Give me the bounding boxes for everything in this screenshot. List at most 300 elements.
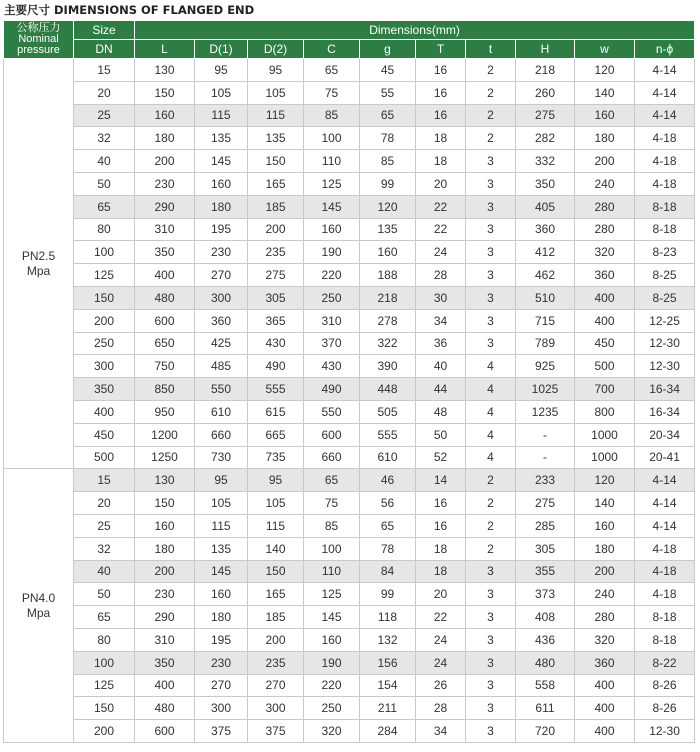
dimension-cell: 99 [360, 583, 416, 606]
dimension-cell: - [516, 446, 575, 469]
dn-cell: 20 [74, 81, 135, 104]
dimension-cell: 3 [466, 697, 516, 720]
table-row [4, 537, 695, 560]
dimension-cell: 85 [304, 514, 360, 537]
dimension-cell: 355 [516, 560, 575, 583]
dimension-cell: 12-30 [635, 720, 695, 743]
dimension-cell: 95 [195, 469, 248, 492]
dimension-cell: 3 [466, 150, 516, 173]
column-header: n-ϕ [635, 40, 695, 59]
table-row [4, 241, 695, 264]
page-title: 主要尺寸 DIMENSIONS OF FLANGED END [4, 3, 255, 17]
dimension-cell: 95 [195, 59, 248, 82]
dimension-cell: 280 [575, 195, 635, 218]
dimension-cell: 65 [360, 104, 416, 127]
dimension-cell: 65 [360, 514, 416, 537]
dimension-cell: 310 [135, 628, 195, 651]
table-row [4, 606, 695, 629]
dimension-cell: 320 [575, 628, 635, 651]
dimension-cell: 130 [135, 59, 195, 82]
dimension-cell: 278 [360, 309, 416, 332]
dimension-cell: 140 [575, 492, 635, 515]
dimension-cell: 750 [135, 355, 195, 378]
dimension-cell: 20 [416, 172, 466, 195]
dimension-cell: 18 [416, 537, 466, 560]
table-row [4, 355, 695, 378]
dimension-cell: 2 [466, 492, 516, 515]
dimension-cell: 233 [516, 469, 575, 492]
dimension-cell: 110 [304, 150, 360, 173]
dimension-cell: 8-25 [635, 286, 695, 309]
dimension-cell: 350 [516, 172, 575, 195]
dimension-cell: 3 [466, 332, 516, 355]
column-header: D(1) [195, 40, 248, 59]
dimension-cell: 145 [304, 195, 360, 218]
dimension-cell: 8-18 [635, 628, 695, 651]
dimension-cell: 26 [416, 674, 466, 697]
dimension-cell: 8-26 [635, 674, 695, 697]
table-row [4, 59, 695, 82]
dimension-cell: 360 [516, 218, 575, 241]
dimension-cell: 24 [416, 628, 466, 651]
dimension-cell: 8-22 [635, 651, 695, 674]
size-header: Size [74, 21, 135, 40]
dimension-cell: 412 [516, 241, 575, 264]
dimension-cell: 322 [360, 332, 416, 355]
dimension-cell: 46 [360, 469, 416, 492]
dimension-cell: 65 [304, 469, 360, 492]
dimension-cell: 270 [195, 264, 248, 287]
table-row [4, 332, 695, 355]
dn-cell: 40 [74, 150, 135, 173]
dimension-cell: 48 [416, 400, 466, 423]
dimension-cell: 4-18 [635, 560, 695, 583]
dimension-cell: 14 [416, 469, 466, 492]
dimension-cell: 250 [304, 286, 360, 309]
dimension-cell: 45 [360, 59, 416, 82]
dimension-cell: 284 [360, 720, 416, 743]
dimension-cell: 3 [466, 651, 516, 674]
dimension-cell: 130 [135, 469, 195, 492]
dimension-cell: 84 [360, 560, 416, 583]
dimension-cell: 135 [360, 218, 416, 241]
dimension-cell: 165 [248, 583, 304, 606]
dimension-cell: 56 [360, 492, 416, 515]
dimension-cell: 611 [516, 697, 575, 720]
dn-cell: 32 [74, 127, 135, 150]
dimension-cell: 373 [516, 583, 575, 606]
dimension-cell: 400 [575, 309, 635, 332]
dimension-cell: 1200 [135, 423, 195, 446]
dimension-cell: 3 [466, 172, 516, 195]
dimension-cell: 950 [135, 400, 195, 423]
table-row [4, 378, 695, 401]
pressure-group-label: PN4.0 Mpa [4, 469, 74, 743]
dimension-cell: 220 [304, 264, 360, 287]
table-row [4, 264, 695, 287]
dimension-cell: 600 [135, 720, 195, 743]
dimension-cell: 180 [575, 127, 635, 150]
dimension-cell: 145 [195, 560, 248, 583]
dimension-cell: 555 [360, 423, 416, 446]
dimension-cell: 230 [195, 241, 248, 264]
dimension-cell: 408 [516, 606, 575, 629]
dimension-cell: 660 [304, 446, 360, 469]
dimension-cell: 20-34 [635, 423, 695, 446]
dimension-cell: 400 [135, 264, 195, 287]
dimension-cell: 925 [516, 355, 575, 378]
dimension-cell: 16 [416, 104, 466, 127]
table-row [4, 514, 695, 537]
dimension-cell: 8-18 [635, 606, 695, 629]
dimension-cell: 360 [575, 651, 635, 674]
dimension-cell: 250 [304, 697, 360, 720]
dimension-cell: 195 [195, 218, 248, 241]
dimension-cell: 615 [248, 400, 304, 423]
dimension-cell: 22 [416, 195, 466, 218]
dimension-cell: 660 [195, 423, 248, 446]
dimension-cell: 211 [360, 697, 416, 720]
dn-cell: 50 [74, 172, 135, 195]
dimension-cell: 135 [195, 537, 248, 560]
dimension-cell: 3 [466, 195, 516, 218]
dimension-cell: 3 [466, 309, 516, 332]
dimension-cell: 12-25 [635, 309, 695, 332]
dimension-cell: 135 [248, 127, 304, 150]
dn-cell: 200 [74, 720, 135, 743]
dn-header: DN [74, 40, 135, 59]
dn-cell: 125 [74, 674, 135, 697]
table-row [4, 446, 695, 469]
dimension-cell: 375 [195, 720, 248, 743]
table-row [4, 469, 695, 492]
table-row [4, 492, 695, 515]
dimension-cell: 300 [248, 697, 304, 720]
dimension-cell: 436 [516, 628, 575, 651]
table-row [4, 720, 695, 743]
dimension-cell: 1250 [135, 446, 195, 469]
dimension-cell: 730 [195, 446, 248, 469]
dimension-cell: 120 [360, 195, 416, 218]
dimension-cell: 550 [195, 378, 248, 401]
dimension-cell: 400 [575, 674, 635, 697]
dimension-cell: 99 [360, 172, 416, 195]
dimension-cell: 24 [416, 241, 466, 264]
dimension-cell: 310 [135, 218, 195, 241]
dimension-cell: 200 [135, 560, 195, 583]
dimension-cell: 105 [248, 81, 304, 104]
dimension-cell: 145 [304, 606, 360, 629]
dimensions-table [3, 20, 695, 743]
dimension-cell: 218 [516, 59, 575, 82]
dn-cell: 500 [74, 446, 135, 469]
table-body [4, 59, 695, 743]
dimension-cell: 140 [575, 81, 635, 104]
dimension-cell: 8-25 [635, 264, 695, 287]
dimension-cell: 190 [304, 241, 360, 264]
dimension-cell: 280 [575, 218, 635, 241]
dimension-cell: 300 [195, 286, 248, 309]
dimension-cell: 240 [575, 172, 635, 195]
dimension-cell: 462 [516, 264, 575, 287]
dimension-cell: 2 [466, 469, 516, 492]
dimension-cell: 180 [575, 537, 635, 560]
dimension-cell: 28 [416, 264, 466, 287]
dimension-cell: 105 [195, 81, 248, 104]
dimension-cell: 448 [360, 378, 416, 401]
dimension-cell: 200 [575, 150, 635, 173]
dimension-cell: 490 [248, 355, 304, 378]
dimension-cell: 75 [304, 492, 360, 515]
dimension-cell: 55 [360, 81, 416, 104]
dimension-cell: 36 [416, 332, 466, 355]
header-row-2 [4, 40, 695, 59]
dimension-cell: 156 [360, 651, 416, 674]
dimension-cell: 150 [135, 492, 195, 515]
dimension-cell: 375 [248, 720, 304, 743]
dimension-cell: 160 [575, 514, 635, 537]
dimension-cell: 16-34 [635, 400, 695, 423]
dimension-cell: 485 [195, 355, 248, 378]
dimension-cell: 610 [360, 446, 416, 469]
dimension-cell: 24 [416, 651, 466, 674]
column-header: w [575, 40, 635, 59]
dimension-cell: 16 [416, 514, 466, 537]
table-row [4, 423, 695, 446]
dimension-cell: 135 [195, 127, 248, 150]
dimension-cell: 400 [575, 697, 635, 720]
dimension-cell: 480 [516, 651, 575, 674]
dimension-cell: 405 [516, 195, 575, 218]
dimension-cell: 332 [516, 150, 575, 173]
dimension-cell: 150 [248, 560, 304, 583]
dimension-cell: 3 [466, 264, 516, 287]
dimension-cell: 200 [135, 150, 195, 173]
dimension-cell: 160 [135, 514, 195, 537]
dimension-cell: 4-14 [635, 104, 695, 127]
dimension-cell: 4-14 [635, 492, 695, 515]
dimension-cell: 110 [304, 560, 360, 583]
dimension-cell: 218 [360, 286, 416, 309]
dimension-cell: 118 [360, 606, 416, 629]
dimension-cell: 230 [135, 583, 195, 606]
dimension-cell: 2 [466, 514, 516, 537]
dn-cell: 40 [74, 560, 135, 583]
dimension-cell: 190 [304, 651, 360, 674]
dimension-cell: 390 [360, 355, 416, 378]
dimension-cell: 850 [135, 378, 195, 401]
dimension-cell: 4 [466, 446, 516, 469]
dimension-cell: 3 [466, 286, 516, 309]
dimension-cell: 789 [516, 332, 575, 355]
dimension-cell: 16 [416, 59, 466, 82]
dimension-cell: 185 [248, 606, 304, 629]
dimension-cell: 4 [466, 400, 516, 423]
dimension-cell: 125 [304, 172, 360, 195]
dn-cell: 450 [74, 423, 135, 446]
dimension-cell: 350 [135, 241, 195, 264]
dimension-cell: 610 [195, 400, 248, 423]
dimension-cell: 16-34 [635, 378, 695, 401]
dn-cell: 250 [74, 332, 135, 355]
dimension-cell: 3 [466, 560, 516, 583]
column-header: L [135, 40, 195, 59]
dn-cell: 25 [74, 514, 135, 537]
dimension-cell: 235 [248, 651, 304, 674]
dimension-cell: 275 [248, 264, 304, 287]
dimension-cell: 260 [516, 81, 575, 104]
dimension-cell: 4-18 [635, 150, 695, 173]
dn-cell: 125 [74, 264, 135, 287]
dimension-cell: - [516, 423, 575, 446]
dimension-cell: 100 [304, 537, 360, 560]
dimension-cell: 1000 [575, 423, 635, 446]
column-header: D(2) [248, 40, 304, 59]
dn-cell: 20 [74, 492, 135, 515]
column-header: g [360, 40, 416, 59]
dimension-cell: 145 [195, 150, 248, 173]
dn-cell: 25 [74, 104, 135, 127]
dimension-cell: 150 [135, 81, 195, 104]
table-row [4, 286, 695, 309]
dimension-cell: 800 [575, 400, 635, 423]
table-row [4, 674, 695, 697]
dn-cell: 15 [74, 59, 135, 82]
dimension-cell: 18 [416, 150, 466, 173]
dimension-cell: 3 [466, 628, 516, 651]
dimension-cell: 18 [416, 127, 466, 150]
dimension-cell: 185 [248, 195, 304, 218]
table-row [4, 127, 695, 150]
dimension-cell: 200 [248, 628, 304, 651]
dimension-cell: 18 [416, 560, 466, 583]
dimension-cell: 558 [516, 674, 575, 697]
column-header: C [304, 40, 360, 59]
dimension-cell: 350 [135, 651, 195, 674]
column-header: H [516, 40, 575, 59]
dimension-cell: 115 [248, 514, 304, 537]
nominal-pressure-header [4, 21, 74, 59]
dimension-cell: 16 [416, 81, 466, 104]
dimension-cell: 160 [304, 218, 360, 241]
dimension-cell: 4-18 [635, 127, 695, 150]
table-row [4, 172, 695, 195]
dn-cell: 200 [74, 309, 135, 332]
dimension-cell: 160 [360, 241, 416, 264]
dimension-cell: 700 [575, 378, 635, 401]
dimension-cell: 365 [248, 309, 304, 332]
dimension-cell: 2 [466, 537, 516, 560]
dn-cell: 300 [74, 355, 135, 378]
dimension-cell: 150 [248, 150, 304, 173]
dimension-cell: 78 [360, 537, 416, 560]
dimension-cell: 735 [248, 446, 304, 469]
dimension-cell: 180 [195, 606, 248, 629]
dimension-cell: 505 [360, 400, 416, 423]
dimension-cell: 430 [304, 355, 360, 378]
dn-cell: 50 [74, 583, 135, 606]
dimension-cell: 105 [248, 492, 304, 515]
column-header: T [416, 40, 466, 59]
dn-cell: 65 [74, 195, 135, 218]
dimension-cell: 8-23 [635, 241, 695, 264]
dimension-cell: 78 [360, 127, 416, 150]
dimension-cell: 52 [416, 446, 466, 469]
dimension-cell: 240 [575, 583, 635, 606]
dimension-cell: 555 [248, 378, 304, 401]
dimension-cell: 2 [466, 127, 516, 150]
dimensions-header: Dimensions(mm) [135, 21, 695, 40]
dimension-cell: 3 [466, 674, 516, 697]
dimension-cell: 270 [248, 674, 304, 697]
table-row [4, 150, 695, 173]
dimension-cell: 95 [248, 469, 304, 492]
dimension-cell: 140 [248, 537, 304, 560]
nominal-pressure-en: Nominal pressure [17, 33, 60, 56]
dimension-cell: 20 [416, 583, 466, 606]
dimension-cell: 8-18 [635, 195, 695, 218]
dimension-cell: 4-14 [635, 514, 695, 537]
dimension-cell: 282 [516, 127, 575, 150]
dimension-cell: 230 [195, 651, 248, 674]
dimension-cell: 500 [575, 355, 635, 378]
dimension-cell: 154 [360, 674, 416, 697]
dimension-cell: 28 [416, 697, 466, 720]
nominal-pressure-cn: 公称压力 [16, 22, 61, 34]
dimension-cell: 360 [575, 264, 635, 287]
pressure-group-label: PN2.5 Mpa [4, 59, 74, 469]
dimension-cell: 280 [575, 606, 635, 629]
dimension-cell: 425 [195, 332, 248, 355]
dimension-cell: 235 [248, 241, 304, 264]
dimension-cell: 160 [304, 628, 360, 651]
dn-cell: 15 [74, 469, 135, 492]
dimension-cell: 12-30 [635, 332, 695, 355]
dimension-cell: 22 [416, 606, 466, 629]
dn-cell: 100 [74, 241, 135, 264]
dimension-cell: 275 [516, 104, 575, 127]
dimension-cell: 3 [466, 218, 516, 241]
dimension-cell: 400 [135, 674, 195, 697]
dimension-cell: 650 [135, 332, 195, 355]
dimension-cell: 3 [466, 583, 516, 606]
dimension-cell: 75 [304, 81, 360, 104]
dimension-cell: 34 [416, 309, 466, 332]
dimension-cell: 3 [466, 720, 516, 743]
dimension-cell: 220 [304, 674, 360, 697]
dimension-cell: 115 [195, 514, 248, 537]
table-row [4, 651, 695, 674]
dimension-cell: 450 [575, 332, 635, 355]
dimension-cell: 115 [195, 104, 248, 127]
dimension-cell: 715 [516, 309, 575, 332]
dimension-cell: 44 [416, 378, 466, 401]
dimension-cell: 400 [575, 720, 635, 743]
dn-cell: 80 [74, 628, 135, 651]
dimension-cell: 2 [466, 81, 516, 104]
dimension-cell: 115 [248, 104, 304, 127]
dimension-cell: 105 [195, 492, 248, 515]
dimension-cell: 230 [135, 172, 195, 195]
table-row [4, 560, 695, 583]
dn-cell: 32 [74, 537, 135, 560]
dimension-cell: 165 [248, 172, 304, 195]
dimension-cell: 550 [304, 400, 360, 423]
dimension-cell: 1025 [516, 378, 575, 401]
table-row [4, 583, 695, 606]
dimension-cell: 4-14 [635, 81, 695, 104]
dimension-cell: 85 [360, 150, 416, 173]
